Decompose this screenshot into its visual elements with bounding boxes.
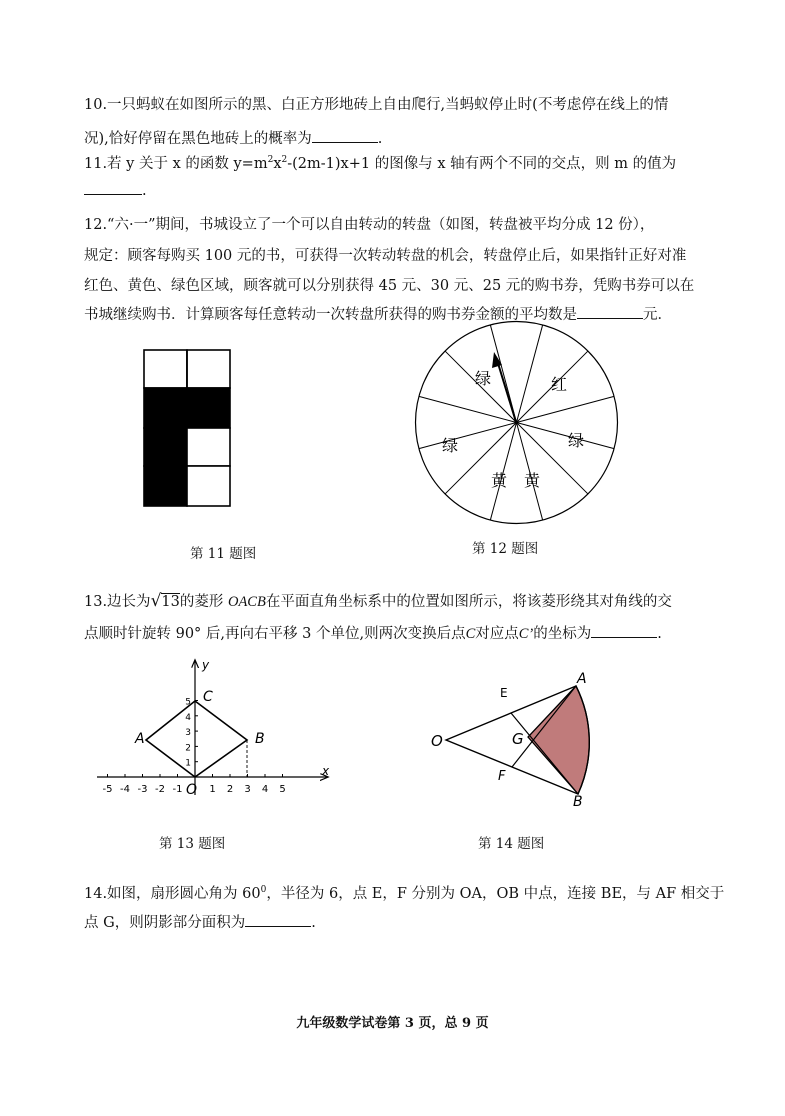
q12-line1: 12.“六·一”期间，书城设立了一个可以自由转动的转盘（如图，转盘被平均分成 12 份），: [84, 217, 655, 233]
q11-sup1: 2: [267, 155, 274, 166]
x-tick-label: -4: [120, 784, 130, 795]
tile-white: [187, 350, 230, 388]
x-tick-label: 2: [226, 784, 234, 795]
fig12-caption: 第 12 题图: [472, 541, 539, 557]
sqrt-radicand: 13: [161, 594, 180, 610]
y-tick-label: 1: [185, 758, 191, 769]
tile-black: [144, 428, 187, 466]
q13-pre: 13.边长为: [84, 594, 151, 610]
x-tick-label: -3: [137, 784, 148, 795]
label-yellow-2: 黄: [523, 471, 541, 490]
q13-line1: [84, 590, 672, 611]
q14-line1-pre: 14.如图，扇形圆心角为 60: [84, 886, 261, 902]
axis-label-x: x: [322, 764, 330, 778]
q10-line2-end: .: [377, 131, 383, 147]
q11-line2-end: .: [142, 183, 147, 199]
fig11-tiles: [143, 349, 233, 509]
answer-blank: [245, 914, 311, 927]
label-yellow-1: 黄: [490, 471, 508, 490]
x-tick-label: -1: [172, 784, 183, 795]
q12-line4-text: 书城继续购书．计算顾客每任意转动一次转盘所获得的购书券金额的平均数是: [84, 307, 577, 323]
label-green-top: 绿: [474, 369, 492, 388]
q13-point-c: C: [465, 626, 476, 642]
q11-post: -(2m-1)x+1 的图像与 x 轴有两个不同的交点，则 m 的值为: [287, 156, 677, 172]
x-tick-label: 4: [261, 784, 269, 795]
point-b: B: [255, 731, 265, 747]
point-f: F: [498, 769, 506, 784]
rhombus-oacb: [146, 701, 247, 777]
q11-pre: 11.若 y 关于 x 的函数 y=m: [84, 156, 268, 172]
q13-shape: OACB: [227, 594, 266, 610]
q11-sup2: 2: [281, 155, 288, 166]
point-a: A: [135, 731, 145, 747]
x-tick-label: 3: [244, 784, 251, 795]
point-o: O: [431, 732, 443, 750]
q14-line1-sup: 0: [260, 885, 267, 896]
fig13-caption: 第 13 题图: [159, 836, 226, 852]
fig14-caption: 第 14 题图: [478, 836, 545, 852]
sqrt-symbol: √: [150, 591, 162, 611]
answer-blank: [312, 130, 378, 143]
tile-white: [187, 466, 230, 506]
page-footer: 九年级数学试卷第 3 页，总 9 页: [296, 1016, 489, 1031]
q12-line3: 红色、黄色、绿色区域，顾客就可以分别获得 45 元、30 元、25 元的购书券，凭购书券可以在: [84, 278, 695, 294]
label-green-left: 绿: [441, 436, 459, 455]
q13-line2-a: 点顺时针旋转 90° 后,再向右平移 3 个单位,则两次变换后点: [84, 626, 466, 642]
point-e: E: [500, 686, 508, 700]
point-a: A: [577, 672, 587, 687]
q13-point-c2: C’: [518, 626, 534, 642]
tile-black: [144, 466, 187, 506]
origin-label: O: [186, 782, 198, 798]
tile-black: [187, 388, 230, 428]
q13-line2: [84, 622, 662, 643]
tile-white: [144, 350, 187, 388]
q13-mid2: 在平面直角坐标系中的位置如图所示，将该菱形绕其对角线的交: [265, 594, 672, 610]
q13-line2-b: 对应点: [475, 626, 519, 642]
tile-black: [144, 388, 187, 428]
y-tick-label: 2: [185, 743, 191, 754]
tile-white: [187, 428, 230, 466]
q10-line2-text: 况),恰好停留在黑色地砖上的概率为: [84, 131, 312, 147]
answer-blank: [591, 625, 657, 638]
q11-line1: [84, 152, 676, 173]
q13-line2-c: 的坐标为: [533, 626, 592, 642]
q11-mid1: x: [273, 156, 282, 172]
point-b: B: [573, 794, 583, 810]
q12-line2: 规定：顾客每购买 100 元的书，可获得一次转动转盘的机会，转盘停止后，如果指针正好对准: [84, 248, 687, 264]
answer-blank: [84, 182, 142, 195]
fig14-sector: [428, 672, 598, 812]
fig13-coordinate-plane: [95, 655, 340, 800]
point-g: G: [512, 730, 524, 748]
q14-line2-text: 点 G，则阴影部分面积为: [84, 915, 246, 931]
label-red: 红: [550, 375, 568, 394]
axis-label-y: y: [202, 658, 210, 672]
x-tick-label: 1: [209, 784, 216, 795]
x-tick-label: 5: [279, 784, 286, 795]
q14-line2: [84, 911, 316, 932]
q13-mid1: 的菱形: [179, 594, 224, 610]
point-c: C: [203, 689, 213, 705]
y-tick-label: 3: [185, 728, 191, 739]
y-tick-label: 4: [185, 712, 191, 723]
q14-line1-post: ，半径为 6，点 E，F 分别为 OA，OB 中点，连接 BE，与 AF 相交于: [266, 886, 725, 902]
x-tick-label: -5: [102, 784, 113, 795]
y-tick-label: 5: [185, 697, 191, 708]
q13-line2-end: .: [657, 626, 662, 642]
q12-line4-end: 元．: [643, 307, 672, 323]
q14-line1: [84, 882, 724, 903]
x-tick-label: -2: [155, 784, 165, 795]
q14-line2-end: .: [311, 915, 316, 931]
q11-line2: [84, 182, 147, 199]
q10-line1: 10.一只蚂蚁在如图所示的黑、白正方形地砖上自由爬行,当蚂蚁停止时(不考虑停在线上的情: [84, 97, 669, 113]
label-green-right: 绿: [567, 431, 585, 450]
q10-line2: [84, 127, 382, 148]
fig11-caption: 第 11 题图: [190, 546, 257, 562]
fig12-spinner: [414, 318, 619, 528]
